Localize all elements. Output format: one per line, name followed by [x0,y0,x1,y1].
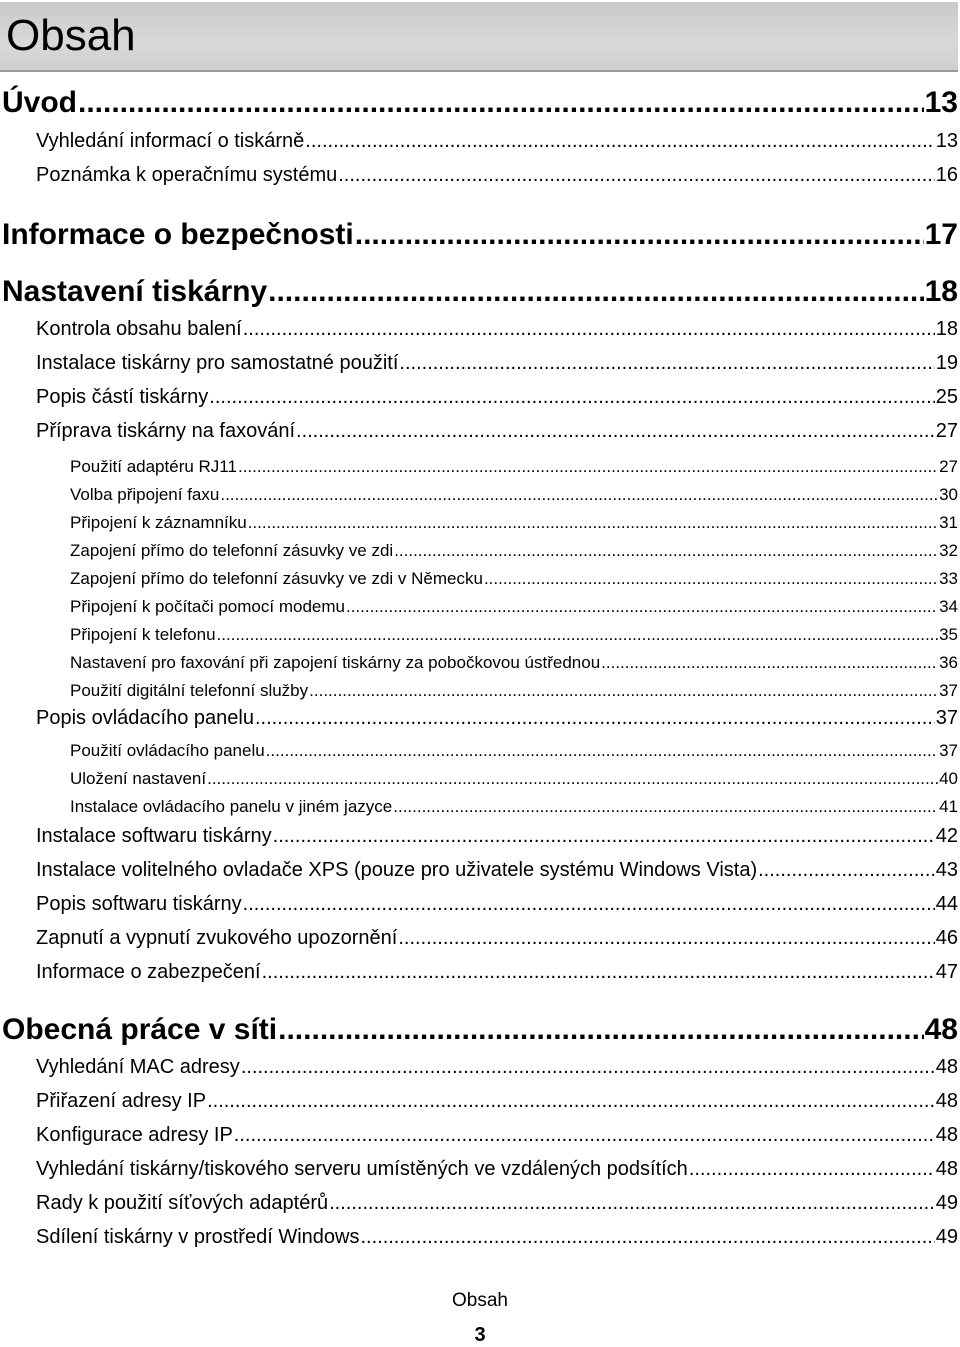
toc-entry-title: Informace o bezpečnosti [2,218,354,251]
footer-page-number: 3 [474,1324,486,1346]
toc-entry-page: 27 [935,420,958,442]
dot-leader [278,1013,923,1047]
toc-entry[interactable] [36,1192,958,1215]
toc-entry-page: 47 [935,961,958,983]
dot-leader [238,457,938,477]
dot-leader [399,352,934,375]
toc-entry-page: 36 [939,653,958,672]
toc-entry-title: Zapojení přímo do telefonní zásuvky ve zdi [70,541,394,560]
toc-entry-title: Popis částí tiskárny [36,386,209,408]
toc-entry[interactable] [70,541,958,561]
toc-entry-page: 37 [935,707,958,729]
page-title: Obsah [6,11,136,60]
dot-leader [220,485,938,505]
dot-leader [234,1124,935,1147]
toc-entry-title: Připojení k telefonu [70,625,216,644]
dot-leader [78,86,924,120]
toc-entry[interactable] [70,569,958,589]
toc-entry-title: Instalace ovládacího panelu v jiném jazyce [70,797,393,816]
toc-entry[interactable] [36,318,958,341]
dot-leader [217,625,939,645]
dot-leader [394,541,938,561]
toc-entry[interactable] [36,893,958,916]
dot-leader [262,961,935,984]
toc-entry-page: 37 [939,681,958,700]
dot-leader [758,859,935,882]
toc-entry-page: 48 [935,1158,958,1180]
toc-entry[interactable] [36,1158,958,1181]
toc-entry-page: 27 [939,457,958,476]
toc-entry-page: 48 [935,1090,958,1112]
toc-entry[interactable] [2,275,958,309]
title-bar [0,2,958,72]
toc-entry-page: 49 [935,1192,958,1214]
dot-leader [243,893,935,916]
toc-entry[interactable] [36,927,958,950]
dot-leader [207,769,938,789]
toc-entry-title: Přiřazení adresy IP [36,1090,207,1112]
toc-entry[interactable] [36,164,958,187]
toc-entry-page: 46 [935,927,958,949]
dot-leader [360,1226,934,1249]
toc-entry-title: Instalace volitelného ovladače XPS (pouze pro uživatele systému Windows Vista) [36,859,758,881]
toc-entry-title: Použití ovládacího panelu [70,741,265,760]
toc-entry-title: Úvod [2,86,77,119]
toc-entry-page: 19 [935,352,958,374]
toc-entry[interactable] [36,859,958,882]
toc-entry-page: 48 [924,1013,958,1046]
dot-leader [248,513,938,533]
toc-entry-page: 35 [939,625,958,644]
toc-entry-title: Použití digitální telefonní služby [70,681,309,700]
toc-entry-page: 48 [935,1124,958,1146]
toc-entry-page: 25 [935,386,958,408]
toc-entry[interactable] [36,130,958,153]
toc-entry-title: Příprava tiskárny na faxování [36,420,296,442]
toc-entry-title: Připojení k záznamníku [70,513,247,532]
toc-entry-page: 31 [939,513,958,532]
dot-leader [255,707,935,730]
toc-entry-page: 37 [939,741,958,760]
toc-entry[interactable] [36,352,958,375]
dot-leader [393,797,938,817]
dot-leader [601,653,938,673]
toc-entry-page: 13 [935,130,958,152]
toc-entry[interactable] [36,1226,958,1249]
toc-entry-page: 16 [935,164,958,186]
toc-entry-title: Zapnutí a vypnutí zvukového upozornění [36,927,398,949]
toc-entry-page: 34 [939,597,958,616]
dot-leader [207,1090,935,1113]
toc-entry[interactable] [36,707,958,730]
dot-leader [268,275,923,309]
toc-entry-title: Instalace softwaru tiskárny [36,825,272,847]
dot-leader [689,1158,935,1181]
toc-entry[interactable] [2,86,958,120]
toc-entry[interactable] [70,597,958,617]
footer-section-label: Obsah [452,1290,508,1311]
toc-entry[interactable] [70,457,958,477]
toc-entry-title: Připojení k počítači pomocí modemu [70,597,345,616]
toc-entry-page: 48 [935,1056,958,1078]
toc-entry-title: Volba připojení faxu [70,485,220,504]
toc-entry-title: Obecná práce v síti [2,1013,278,1046]
toc-entry[interactable] [70,681,958,701]
toc-entry-page: 30 [939,485,958,504]
dot-leader [241,1056,935,1079]
toc-entry[interactable] [36,386,958,409]
dot-leader [266,741,938,761]
toc-entry[interactable] [36,825,958,848]
toc-entry-title: Kontrola obsahu balení [36,318,242,340]
toc-entry[interactable] [36,961,958,984]
toc-entry[interactable] [70,625,958,645]
toc-entry-title: Vyhledání tiskárny/tiskového serveru umístěných ve vzdálených podsítích [36,1158,688,1180]
toc-entry-page: 40 [939,769,958,788]
toc-entry-title: Vyhledání informací o tiskárně [36,130,305,152]
dot-leader [296,420,935,443]
toc-entry[interactable] [36,1090,958,1113]
toc-entry-title: Uložení nastavení [70,769,207,788]
toc-entry[interactable] [70,653,958,673]
toc-entry-page: 18 [924,275,958,308]
toc-entry-title: Rady k použití síťových adaptérů [36,1192,329,1214]
dot-leader [305,130,934,153]
toc-entry[interactable] [36,420,958,443]
toc-entry-page: 42 [935,825,958,847]
toc-entry[interactable] [70,741,958,761]
toc-entry-page: 13 [924,86,958,119]
toc-entry[interactable] [70,513,958,533]
toc-entry-page: 18 [935,318,958,340]
toc-entry-title: Popis ovládacího panelu [36,707,254,729]
toc-entry-title: Vyhledání MAC adresy [36,1056,240,1078]
toc-entry-page: 49 [935,1226,958,1248]
toc-entry-title: Zapojení přímo do telefonní zásuvky ve zdi v Německu [70,569,483,588]
toc-entry-page: 43 [935,859,958,881]
dot-leader [346,597,938,617]
toc-entry-title: Nastavení tiskárny [2,275,268,308]
toc-entry-title: Poznámka k operačnímu systému [36,164,338,186]
dot-leader [309,681,938,701]
toc-entry-page: 33 [939,569,958,588]
toc-entry[interactable] [36,1124,958,1147]
toc-entry-title: Informace o zabezpečení [36,961,261,983]
toc-entry-title: Nastavení pro faxování při zapojení tiskárny za pobočkovou ústřednou [70,653,601,672]
toc-entry-title: Použití adaptéru RJ11 [70,457,237,476]
toc-entry[interactable] [36,1056,958,1079]
dot-leader [484,569,938,589]
toc-entry[interactable] [2,218,958,252]
toc-entry-page: 44 [935,893,958,915]
toc-entry-title: Instalace tiskárny pro samostatné použití [36,352,399,374]
toc-entry-page: 41 [939,797,958,816]
toc-entry-title: Popis softwaru tiskárny [36,893,242,915]
dot-leader [209,386,934,409]
dot-leader [273,825,935,848]
toc-entry[interactable] [2,1013,958,1047]
dot-leader [329,1192,935,1215]
toc-entry-page: 17 [924,218,958,251]
toc-entry-page: 32 [939,541,958,560]
dot-leader [243,318,935,341]
dot-leader [398,927,934,950]
toc-entry[interactable] [70,769,958,789]
toc-entry[interactable] [70,485,958,505]
toc-entry-title: Konfigurace adresy IP [36,1124,233,1146]
toc-entry-title: Sdílení tiskárny v prostředí Windows [36,1226,360,1248]
dot-leader [355,218,924,252]
toc-entry[interactable] [70,797,958,817]
dot-leader [338,164,935,187]
